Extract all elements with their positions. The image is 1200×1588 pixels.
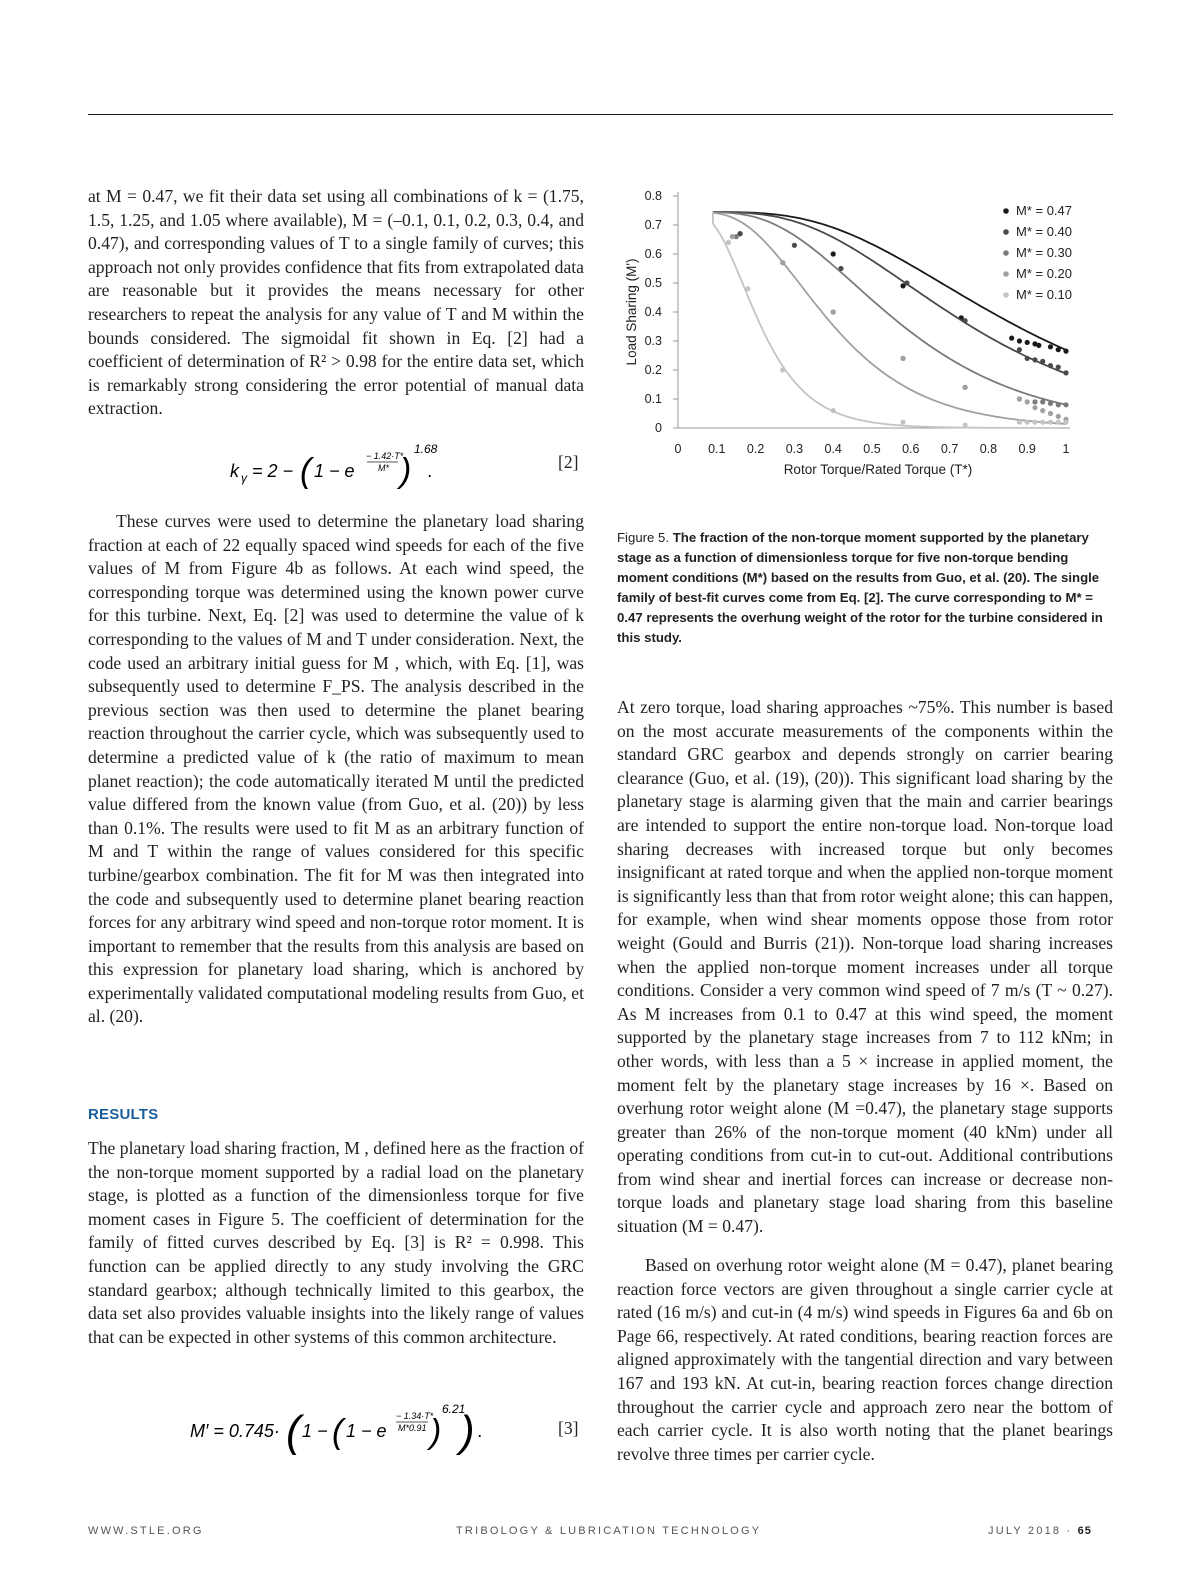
eq2-lparen: ( [300,452,312,490]
y-tick-label: 0.1 [644,392,662,406]
legend-label-1: M* = 0.40 [1016,224,1073,239]
legend-label-4: M* = 0.10 [1016,287,1073,302]
caption-label: Figure 5. [617,530,670,545]
eq3-period: . [478,1421,484,1441]
data-point [1025,399,1030,404]
equation-3 [188,1400,488,1460]
data-point [1048,411,1053,416]
footer-date-page [988,1525,1092,1537]
eq3-one-minus: 1 − [302,1421,328,1441]
eq3-rparen: ) [430,1413,442,1451]
footer-date: JULY 2018 [988,1525,1062,1537]
y-tick-label: 0.2 [644,363,662,377]
x-axis-label: Rotor Torque/Rated Torque (T*) [783,462,973,477]
data-point [904,280,909,285]
eq2-exp-num: − 1.42·T* [366,451,404,461]
footer-website: WWW.STLE.ORG [88,1525,204,1537]
eq3-outer-lparen: ( [286,1407,301,1456]
data-point [1009,336,1014,341]
data-point [1032,420,1037,425]
data-point [963,318,968,323]
data-point [1063,349,1068,354]
y-tick-label: 0 [655,421,662,435]
eq3-lparen: ( [332,1413,344,1451]
data-point [1040,408,1045,413]
x-tick-label: 1 [1062,442,1070,456]
series-line-4 [713,212,1066,428]
eq3-inner: 1 − e [346,1421,387,1441]
x-tick-label: 0.9 [1018,442,1036,456]
data-point [900,356,905,361]
legend-marker-0 [1003,208,1009,214]
eq2-exp-den: M* [378,463,389,473]
legend-marker-4 [1003,292,1009,298]
data-point [1040,420,1045,425]
series-line-0 [713,212,1066,350]
x-tick-label: 0.2 [746,442,765,456]
data-point [1025,340,1030,345]
data-point [831,309,836,314]
data-point [1048,420,1053,425]
left-column-paragraph-1: at M = 0.47, we fit their data set using all combinations of k = (1.75, 1.5, 1.25, and 1.05 where available), M = (–0.1, 0.1, 0.2, 0.3, 0.4, and 0.47), and corresponding values of T to a single family of curves; this approach not only provides confidence that fits from extrapolated data are reasonable but it provides the means necessary for other researchers to repeat the analysis for any value of T and M within the bounds considered. The sigmoidal fit shown in Eq. [2] had a coefficient of determination of R² > 0.98 for the entire data set, which is remarkably strong considering the error potential of manual data extraction. [88,186,584,419]
equation-2-svg [228,440,458,492]
equation-2 [228,440,458,492]
y-tick-label: 0.5 [644,276,662,290]
x-tick-label: 0.7 [940,442,959,456]
eq3-exp-num: − 1.34·T* [396,1411,434,1421]
series-line-1 [713,212,1066,374]
eq2-rparen: ) [400,452,412,490]
right-column-paragraph-2: Based on overhung rotor weight alone (M = 0.47), planet bearing reaction force vectors are given throughout a single carrier cycle at rated (16 m/s) and cut-in (4 m/s) wind speeds in Figures 6a and 6b on Page 66, respectively. At rated conditions, bearing reaction forces are aligned approximately with the tangential direction and vary between 167 and 193 kN. At cut-in, bearing reaction forces change direction throughout the carrier cycle and approach zero near the bottom of each carrier cycle. It is also worth noting that the planet bearings revolve three times per carrier cycle. [617,1255,1113,1464]
data-point [1063,402,1068,407]
results-heading: RESULTS [88,1106,159,1123]
legend-marker-3 [1003,271,1009,277]
data-point [963,423,968,428]
legend-label-0: M* = 0.47 [1016,203,1073,218]
eq2-power: 1.68 [414,442,438,456]
data-point [1056,414,1061,419]
y-tick-label: 0.6 [644,247,662,261]
data-point [1056,347,1061,352]
x-tick-label: 0.8 [979,442,998,456]
data-point [831,408,836,413]
y-tick-label: 0.4 [644,305,662,319]
data-point [730,234,735,239]
data-point [900,420,905,425]
data-point [1056,365,1061,370]
data-point [1025,356,1030,361]
data-point [780,367,785,372]
y-tick-label: 0.8 [644,189,662,203]
eq3-power: 6.21 [442,1402,466,1416]
y-axis-label: Load Sharing (M') [624,258,639,366]
legend-marker-1 [1003,229,1009,235]
data-point [1040,359,1045,364]
data-point [745,286,750,291]
eq2-lhs: k [230,461,239,481]
data-point [1040,399,1045,404]
data-point [1032,399,1037,404]
header-rule [88,114,1113,115]
data-point [1056,402,1061,407]
data-point [1063,420,1068,425]
equation-2-number: [2] [558,452,579,472]
data-point [1048,363,1053,368]
data-point [1056,420,1061,425]
x-tick-label: 0.1 [708,442,726,456]
x-tick-label: 0 [674,442,682,456]
footer-journal: TRIBOLOGY & LUBRICATION TECHNOLOGY [456,1525,762,1537]
y-tick-label: 0.7 [644,218,662,232]
x-tick-label: 0.6 [902,442,920,456]
footer-page-number: 65 [1077,1525,1092,1537]
x-tick-label: 0.3 [785,442,804,456]
data-point [1025,420,1030,425]
data-point [1017,420,1022,425]
data-point [831,251,836,256]
equation-3-number: [3] [558,1418,579,1438]
left-column-paragraph-2: These curves were used to determine the planetary load sharing fraction at each of 22 equally spaced wind speeds for each of the five values of M from Figure 4b as follows. At each wind speed, the corresponding torque was determined using the known power curve for this turbine. Next, Eq. [2] was used to determine the value of k corresponding to the values of M and T under consideration. Next, the code used an arbitrary initial guess for M , which, with Eq. [1], was subsequently used to determine F_PS. The analysis described in the previous section was then used to determine the planet bearing reaction throughout the carrier cycle, which was subsequently used to determine a predicted value of k (the ratio of maximum to mean planet reaction); the code automatically iterated M until the predicted value differed from the known value (from Guo, et al. (20)) by less than 0.1%. The results were used to fit M as an arbitrary function of M and T within the range of values considered for this specific turbine/gearbox combination. The fit for M was then integrated into the code and subsequently used to determine planet bearing reaction forces for any arbitrary wind speed and non-torque rotor moment. It is important to remember that the results from this analysis are based on this expression for planetary load sharing, which is anchored by experimentally validated computational modeling results from Guo, et al. (20). [88,511,584,1027]
data-point [726,240,731,245]
data-point [1017,347,1022,352]
x-tick-label: 0.4 [824,442,842,456]
legend-label-2: M* = 0.30 [1016,245,1073,260]
eq3-outer-rparen: ) [460,1407,475,1456]
data-point [792,243,797,248]
eq2-body: = 2 − [252,461,294,481]
data-point [1048,344,1053,349]
data-point [1048,401,1053,406]
figure-5-chart [620,180,1120,500]
left-column-paragraph-3: The planetary load sharing fraction, M , defined here as the fraction of the non-torque moment supported by a radial load on the planetary stage, is plotted as a function of the dimensionless torque for five moment cases in Figure 5. The coefficient of determination for the family of fitted curves described by Eq. [3] is R² = 0.998. This function can be applied directly to any study involving the GRC standard gearbox; although technically limited to this gearbox, the data set also provides valuable insights into the likely range of values that can be expected in other systems of this common architecture. [88,1138,584,1347]
caption-text: The fraction of the non-torque moment supported by the planetary stage as a function of dimensionless torque for five non-torque bending moment conditions (M*) based on the results from Guo, et al. (20). The single family of best-fit curves come from Eq. [2]. The curve corresponding to M* = 0.47 represents the overhung weight of the rotor for the turbine considered in this study. [617,530,1103,645]
series-line-2 [713,212,1066,405]
equation-3-svg [188,1400,488,1460]
right-column-paragraph-1: At zero torque, load sharing approaches ~75%. This number is based on the most accurate measurements of the components within the standard GRC gearbox and depends strongly on carrier bearing clearance (Guo, et al. (19), (20)). This significant load sharing by the planetary stage is alarming given that the main and carrier bearings are intended to support the entire non-torque load. Non-torque load sharing decreases with increased torque but only becomes insignificant at rated torque and when the applied non-torque moment is significantly less than that from rotor weight alone; this can happen, for example, when wind shear moments oppose those from rotor weight (Gould and Burris (21)). Non-torque load sharing increases when the applied non-torque moment increases under all torque conditions. Consider a very common wind speed of 7 m/s (T ~ 0.27). As M increases from 0.1 to 0.47 at this wind speed, the moment supported by the planetary stage increases from 7 to 112 kNm; in other words, with less than a 5 × increase in applied moment, the moment felt by the planetary stage increases by 16 ×. Based on overhung rotor weight alone (M =0.47), the planetary stage supports greater than 26% of the non-torque moment (40 kNm) under all operating conditions from cut-in to cut-out. Additional contributions from wind shear and inertial forces can increase or decrease non-torque loads and planetary stage load sharing from this baseline situation (M = 0.47). [617,697,1113,1237]
footer-separator: · [1066,1525,1073,1537]
eq3-exp-den: M*0.91 [398,1423,427,1433]
data-point [780,260,785,265]
eq2-inner: 1 − e [314,461,355,481]
data-point [1017,396,1022,401]
data-point [1032,405,1037,410]
data-point [1032,357,1037,362]
y-tick-label: 0.3 [644,334,662,348]
legend-marker-2 [1003,250,1009,256]
data-point [963,385,968,390]
x-tick-label: 0.5 [863,442,881,456]
chart-legend [1003,203,1072,302]
series-line-3 [713,212,1066,424]
figure-5-caption [617,528,1122,648]
data-point [1017,338,1022,343]
eq2-period: . [428,461,434,481]
data-point [1063,370,1068,375]
eq3-lhs: M′ = 0.745· [190,1421,280,1441]
data-point [1036,343,1041,348]
eq2-sub: γ [241,471,247,485]
legend-label-3: M* = 0.20 [1016,266,1073,281]
